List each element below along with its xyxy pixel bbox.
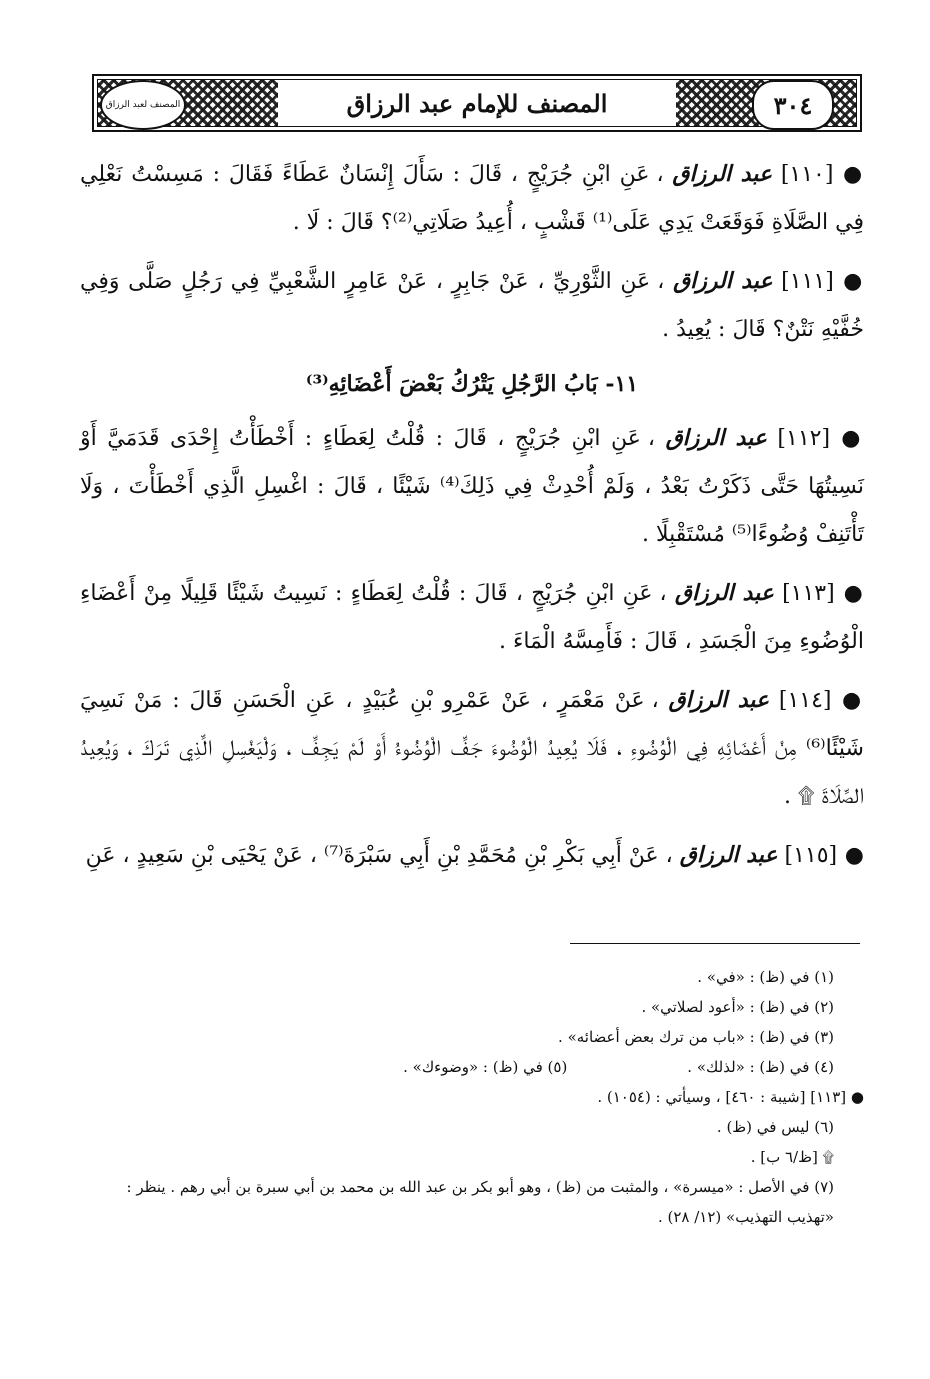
page-number: ٣٠٤ xyxy=(752,80,834,130)
narrator-name: عبد الرزاق xyxy=(665,425,767,451)
footnote-7: (٧) في الأصل : «ميسرة» ، والمثبت من (ظ) ، وهو أبو بكر بن عبد الله بن محمد بن أبي سبرة بن أبي رهم . ينظر : «تهذيب التهذيب» (١٢/ ٢٨) . xyxy=(126,1178,834,1226)
chapter-heading: ١١- بَابُ الرَّجُلِ يَتْرُكُ بَعْضَ أَعْضَائِهِ⁽³⁾ xyxy=(305,371,639,397)
hadith-114: ● [١١٤] عبد الرزاق ، عَنْ مَعْمَرٍ ، عَنْ عَمْرِو بْنِ عُبَيْدٍ ، عَنِ الْحَسَنِ قَالَ : مَنْ نَسِيَ شَيْئًا⁽⁶⁾ مِنْ أَعْضَائِهِ فِي الْوُضُوءِ ، فَلَا يُعِيدُ الْوُضُوءَ جَفَّ الْوُضُوءُ أَوْ لَمْ يَجِفَّ ، وَلْيَغْسِلِ الَّذِي تَرَكَ ، وَيُعِيدُ الصَّلَاةَ ۩ . xyxy=(80,687,864,809)
footnote-4: (٤) في (ظ) : «لذلك» . xyxy=(687,1058,834,1076)
footnote-5: (٥) في (ظ) : «وضوءك» . xyxy=(403,1058,568,1076)
running-header xyxy=(92,74,862,132)
hadith-text: ، عَنِ ابْنِ جُرَيْجٍ ، قَالَ : قُلْتُ لِعَطَاءٍ : أَخْطَأْتُ إِحْدَى قَدَمَيَّ أَوْ نَسِيتُهَا حَتَّى ذَكَرْتُ بَعْدُ ، وَلَمْ أُحْدِثْ فِي ذَلِكَ⁽⁴⁾ شَيْئًا ، قَالَ : اغْسِلِ الَّذِي أَخْطَأْتَ ، وَلَا تَأْتَنِفْ وُضُوءًا⁽⁵⁾ مُسْتَقْبِلًا . xyxy=(80,426,864,547)
footnote-1: (١) في (ظ) : «في» . xyxy=(697,968,834,986)
folio-note: ۩ [ظ/٦ ب] . xyxy=(750,1148,834,1166)
narrator-name: عبد الرزاق xyxy=(673,268,773,294)
hadith-115: ● [١١٥] عبد الرزاق ، عَنْ أَبِي بَكْرِ بْنِ مُحَمَّدِ بْنِ أَبِي سَبْرَةَ⁽⁷⁾ ، عَنْ يَحْيَى بْنِ سَعِيدٍ ، عَنِ xyxy=(85,842,864,868)
hadith-text: ، عَنِ الثَّوْرِيِّ ، عَنْ جَابِرٍ ، عَنْ عَامِرٍ الشَّعْبِيِّ فِي رَجُلٍ صَلَّى وَفِي خُفَّيْهِ نَتْنٌ؟ قَالَ : يُعِيدُ . xyxy=(80,269,864,342)
hadith-number: [١١٠] xyxy=(780,162,834,187)
footnote-3: (٣) في (ظ) : «باب من ترك بعض أعضائه» . xyxy=(558,1028,834,1046)
book-title: المصنف للإمام عبد الرزاق xyxy=(346,88,608,118)
reference-113: ● [١١٣] [شيبة : ٤٦٠] ، وسيأتي : (١٠٥٤) . xyxy=(597,1088,864,1106)
hadith-111: ● [١١١] عبد الرزاق ، عَنِ الثَّوْرِيِّ ، عَنْ جَابِرٍ ، عَنْ عَامِرٍ الشَّعْبِيِّ فِي رَجُلٍ صَلَّى وَفِي خُفَّيْهِ نَتْنٌ؟ قَالَ : يُعِيدُ . xyxy=(80,268,864,342)
hadith-113: ● [١١٣] عبد الرزاق ، عَنِ ابْنِ جُرَيْجٍ ، قَالَ : قُلْتُ لِعَطَاءٍ : نَسِيتُ شَيْئًا قَلِيلًا مِنْ أَعْضَاءِ الْوُضُوءِ مِنَ الْجَسَدِ ، قَالَ : فَأَمِسَّهُ الْمَاءَ . xyxy=(80,580,865,654)
hadith-text: ، عَنْ أَبِي بَكْرِ بْنِ مُحَمَّدِ بْنِ أَبِي سَبْرَةَ⁽⁷⁾ ، عَنْ يَحْيَى بْنِ سَعِيدٍ ، عَنِ xyxy=(85,843,673,868)
hadith-text: ، عَنِ ابْنِ جُرَيْجٍ ، قَالَ : قُلْتُ لِعَطَاءٍ : نَسِيتُ شَيْئًا قَلِيلًا مِنْ أَعْضَاءِ الْوُضُوءِ مِنَ الْجَسَدِ ، قَالَ : فَأَمِسَّهُ الْمَاءَ . xyxy=(80,581,864,654)
footnote-6: (٦) ليس في (ظ) . xyxy=(716,1118,834,1136)
hadith-text: ، عَنِ ابْنِ جُرَيْجٍ ، قَالَ : سَأَلَ إِنْسَانٌ عَطَاءً فَقَالَ : مَسِسْتُ نَعْلِي فِي الصَّلَاةِ فَوَقَعَتْ يَدِي عَلَى⁽¹⁾ قَشْبٍ ، أُعِيدُ صَلَاتِي⁽²⁾؟ قَالَ : لَا . xyxy=(80,162,864,235)
hadith-number: [١١٢] xyxy=(777,426,831,451)
hadith-number: [١١٣] xyxy=(782,581,835,606)
narrator-name: عبد الرزاق xyxy=(672,161,772,187)
hadith-112: ● [١١٢] عبد الرزاق ، عَنِ ابْنِ جُرَيْجٍ ، قَالَ : قُلْتُ لِعَطَاءٍ : أَخْطَأْتُ إِحْدَى قَدَمَيَّ أَوْ نَسِيتُهَا حَتَّى ذَكَرْتُ بَعْدُ ، وَلَمْ أُحْدِثْ فِي ذَلِكَ⁽⁴⁾ شَيْئًا ، قَالَ : اغْسِلِ الَّذِي أَخْطَأْتَ ، وَلَا تَأْتَنِفْ وُضُوءًا⁽⁵⁾ مُسْتَقْبِلًا . xyxy=(80,425,864,547)
hadith-number: [١١١] xyxy=(781,269,834,294)
hadith-text: ، عَنْ مَعْمَرٍ ، عَنْ عَمْرِو بْنِ عُبَيْدٍ ، عَنِ الْحَسَنِ قَالَ : مَنْ نَسِيَ شَيْئًا⁽⁶⁾ مِنْ أَعْضَائِهِ فِي الْوُضُوءِ ، فَلَا يُعِيدُ الْوُضُوءَ جَفَّ الْوُضُوءُ أَوْ لَمْ يَجِفَّ ، وَلْيَغْسِلِ الَّذِي تَرَكَ ، وَيُعِيدُ الصَّلَاةَ ۩ . xyxy=(80,688,864,809)
narrator-name: عبد الرزاق xyxy=(668,687,770,713)
hadith-110: ● [١١٠] عبد الرزاق ، عَنِ ابْنِ جُرَيْجٍ ، قَالَ : سَأَلَ إِنْسَانٌ عَطَاءً فَقَالَ : مَسِسْتُ نَعْلِي فِي الصَّلَاةِ فَوَقَعَتْ يَدِي عَلَى⁽¹⁾ قَشْبٍ ، أُعِيدُ صَلَاتِي⁽²⁾؟ قَالَ : لَا . xyxy=(80,161,865,235)
footnote-separator xyxy=(570,943,860,944)
main-text xyxy=(80,150,864,890)
hadith-number: [١١٤] xyxy=(778,688,832,713)
book-seal: المصنف لعبد الرزاق xyxy=(100,80,186,130)
footnote-2: (٢) في (ظ) : «أعود لصلاتي» . xyxy=(641,998,834,1016)
hadith-number: [١١٥] xyxy=(784,843,838,868)
narrator-name: عبد الرزاق xyxy=(674,580,774,606)
narrator-name: عبد الرزاق xyxy=(679,842,778,868)
footnotes xyxy=(80,962,864,1232)
